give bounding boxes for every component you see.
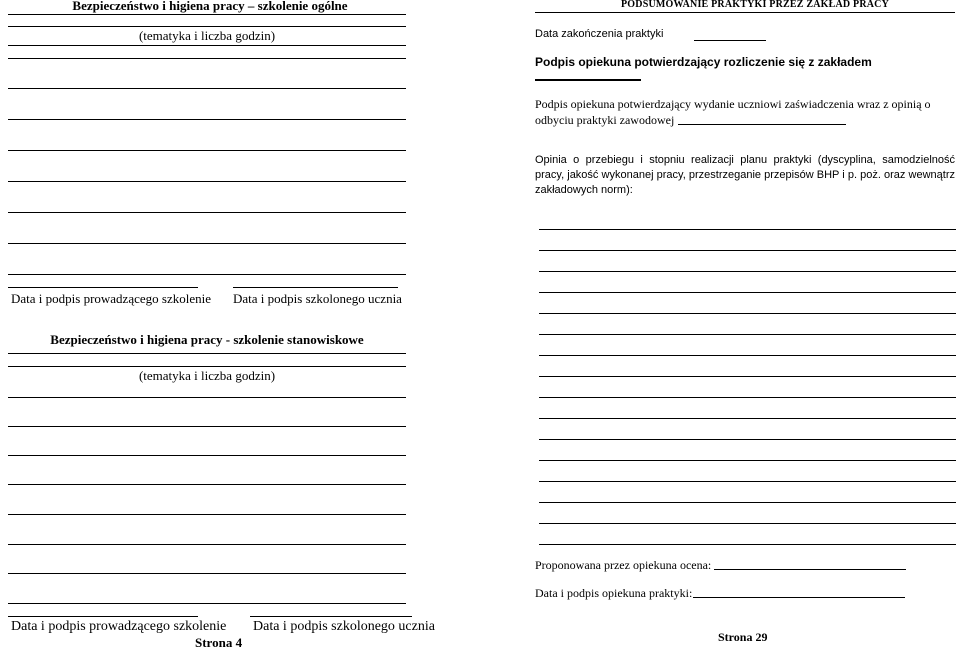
write-line — [8, 150, 406, 151]
opinion-label: Opinia o przebiegu i stopniu realizacji planu praktyki (dyscyplina, samodzielność pracy, jakość wykonanej pracy, przestrzeganie przepisów BHP i p. poż. oraz wewnątrz zakładowych norm): — [535, 154, 955, 196]
bhp-workstation-title: Bezpieczeństwo i higiena pracy - szkolenie stanowiskowe — [50, 332, 364, 347]
supervisor-signature-label: Data i podpis opiekuna praktyki: — [535, 586, 693, 600]
certificate-signature-label: Podpis opiekuna potwierdzający wydanie uczniowi zaświadczenia wraz z opinią o odbyciu praktyki zawodowej — [535, 97, 931, 127]
supervisor-signature-line — [693, 597, 905, 598]
page-number: Strona 4 — [195, 635, 243, 650]
write-line — [8, 88, 406, 89]
settlement-signature-line — [535, 79, 641, 81]
write-line — [539, 397, 956, 398]
write-line — [8, 243, 406, 244]
write-line — [8, 45, 406, 46]
trainer-signature-label: Data i podpis prowadzącego szkolenie — [11, 619, 227, 634]
write-line — [539, 502, 956, 503]
write-line — [539, 376, 956, 377]
write-line — [539, 439, 956, 440]
write-line — [539, 460, 956, 461]
write-line — [539, 292, 956, 293]
rule — [8, 366, 406, 367]
rule — [535, 12, 955, 13]
write-line — [8, 274, 406, 275]
write-line — [8, 119, 406, 120]
write-line — [8, 514, 406, 515]
write-line — [8, 603, 406, 604]
rule — [8, 353, 406, 354]
page-number: Strona 29 — [718, 630, 768, 644]
write-line — [8, 58, 406, 59]
rule — [8, 14, 406, 15]
write-line — [8, 397, 406, 398]
settlement-signature-label: Podpis opiekuna potwierdzający rozliczenie się z zakładem — [535, 55, 872, 69]
write-line — [8, 484, 406, 485]
write-line — [8, 573, 406, 574]
end-date-label: Data zakończenia praktyki — [535, 28, 664, 40]
trainer-signature-label: Data i podpis prowadzącego szkolenie — [11, 291, 211, 306]
write-line — [539, 229, 956, 230]
write-line — [539, 418, 956, 419]
write-line — [539, 523, 956, 524]
trainee-signature-label: Data i podpis szkolonego ucznia — [253, 619, 435, 634]
write-line — [8, 544, 406, 545]
write-line — [539, 334, 956, 335]
certificate-signature-line — [678, 124, 846, 125]
trainer-signature-line — [8, 287, 198, 288]
write-line — [539, 544, 956, 545]
write-line — [539, 481, 956, 482]
write-line — [8, 426, 406, 427]
write-line — [539, 271, 956, 272]
write-line — [8, 212, 406, 213]
trainee-signature-label: Data i podpis szkolonego ucznia — [233, 291, 402, 306]
proposed-grade-line — [714, 569, 906, 570]
trainee-signature-line — [233, 287, 398, 288]
write-line — [8, 181, 406, 182]
proposed-grade-label: Proponowana przez opiekuna ocena: — [535, 558, 712, 572]
bhp-general-subtitle: (tematyka i liczba godzin) — [138, 28, 276, 43]
write-line — [539, 355, 956, 356]
rule — [8, 26, 406, 27]
write-line — [8, 455, 406, 456]
trainee-signature-line — [250, 616, 412, 617]
bhp-general-title: Bezpieczeństwo i higiena pracy – szkolenie ogólne — [72, 0, 348, 13]
end-date-line — [694, 40, 766, 41]
summary-header: PODSUMOWANIE PRAKTYKI PRZEZ ZAKŁAD PRACY — [621, 0, 890, 10]
trainer-signature-line — [8, 616, 198, 617]
write-line — [539, 313, 956, 314]
write-line — [539, 250, 956, 251]
bhp-workstation-subtitle: (tematyka i liczba godzin) — [138, 368, 276, 383]
